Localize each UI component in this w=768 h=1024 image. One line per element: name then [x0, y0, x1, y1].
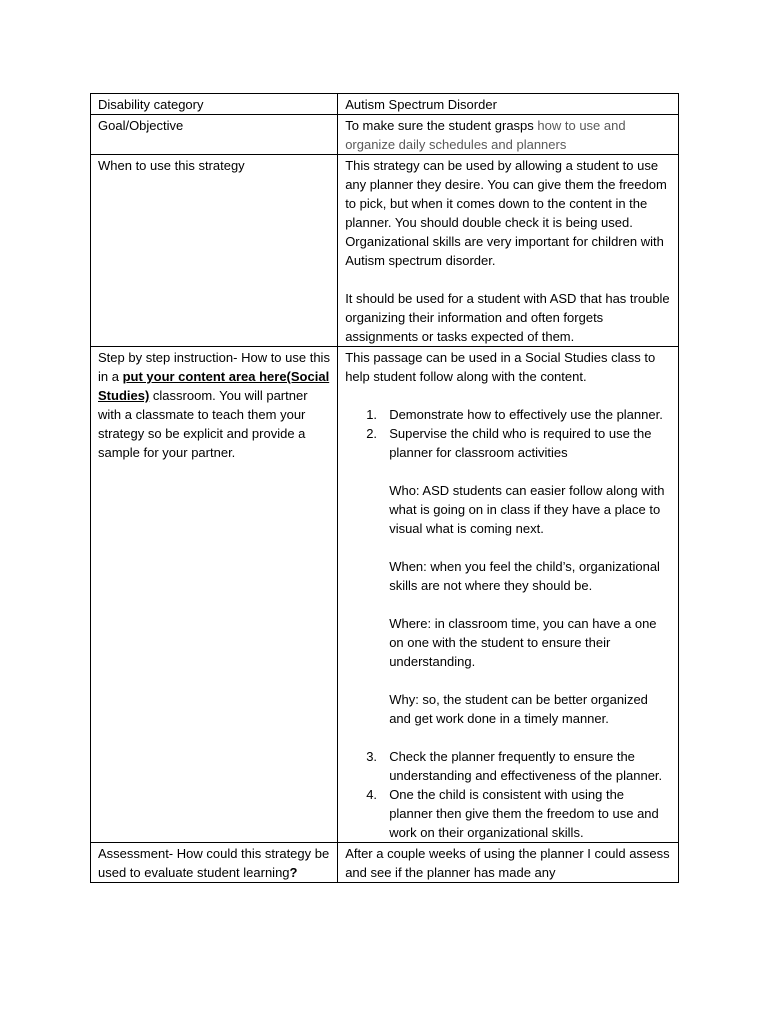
disability-value: Autism Spectrum Disorder: [338, 94, 679, 115]
steps-label: [91, 347, 338, 843]
why-paragraph: Why: so, the student can be better organized and get work done in a timely manner.: [389, 692, 648, 726]
list-item: [345, 785, 671, 842]
when-paragraph-1: This strategy can be used by allowing a student to use any planner they desire. You can give them the freedom to pick, but when it comes down to the content in the planner. You should double check it is being used. Organizational skills are very important for children with Autism spectrum disorder.: [345, 158, 667, 268]
goal-value-prefix: To make sure the student grasps: [345, 118, 538, 133]
steps-value: [338, 347, 679, 843]
where-paragraph: Where: in classroom time, you can have a one on one with the student to ensure their understanding.: [389, 616, 657, 669]
assessment-label: [91, 843, 338, 883]
list-item-text: Check the planner frequently to ensure the understanding and effectiveness of the planner.: [389, 749, 663, 783]
list-item-number: 1.: [366, 407, 378, 422]
content-area-link: put your content area here(Social Studies): [98, 369, 330, 403]
steps-list: [345, 405, 671, 842]
steps-intro: This passage can be used in a Social Studies class to help student follow along with the content.: [345, 350, 656, 384]
list-item: [345, 747, 671, 785]
assessment-label-text: Assessment- How could this strategy be used to evaluate student learning: [98, 846, 330, 880]
goal-value-highlight: how to use and organize daily schedules and planners: [345, 118, 626, 152]
goal-label: Goal/Objective: [91, 115, 338, 155]
when-subparagraph: When: when you feel the child’s, organizational skills are not where they should be.: [389, 559, 660, 593]
when-paragraph-2: It should be used for a student with ASD that has trouble organizing their information and often forgets assignments or tasks expected of them.: [345, 291, 670, 344]
table-row-steps: [91, 347, 679, 843]
table-row-goal: [91, 115, 679, 155]
list-item-number: 3.: [366, 749, 378, 764]
list-item-text: Supervise the child who is required to use the planner for classroom activities: [389, 426, 652, 460]
steps-label-part2: classroom. You will partner with a classmate to teach them your strategy so be explicit and provide a sample for your partner.: [98, 388, 308, 460]
list-item-text: Demonstrate how to effectively use the planner.: [389, 407, 663, 422]
when-value: [338, 155, 679, 347]
list-item-number: 4.: [366, 787, 378, 802]
list-item-number: 2.: [366, 426, 378, 441]
table-row-disability: [91, 94, 679, 115]
assessment-value: After a couple weeks of using the planner I could assess and see if the planner has made any: [338, 843, 679, 883]
list-item: [345, 424, 671, 747]
table-row-assessment: [91, 843, 679, 883]
assessment-label-mark: ?: [289, 865, 298, 880]
steps-label-part1: Step by step instruction- How to use this in a: [98, 350, 330, 384]
strategy-table: [90, 93, 679, 883]
list-item: [345, 405, 671, 424]
list-item-text: One the child is consistent with using the planner then give them the freedom to use and work on their organizational skills.: [389, 787, 659, 840]
who-paragraph: Who: ASD students can easier follow along with what is going on in class if they have a place to visual what is coming next.: [389, 483, 665, 536]
disability-label: Disability category: [91, 94, 338, 115]
table-row-when: [91, 155, 679, 347]
when-label: When to use this strategy: [91, 155, 338, 347]
goal-value: [338, 115, 679, 155]
